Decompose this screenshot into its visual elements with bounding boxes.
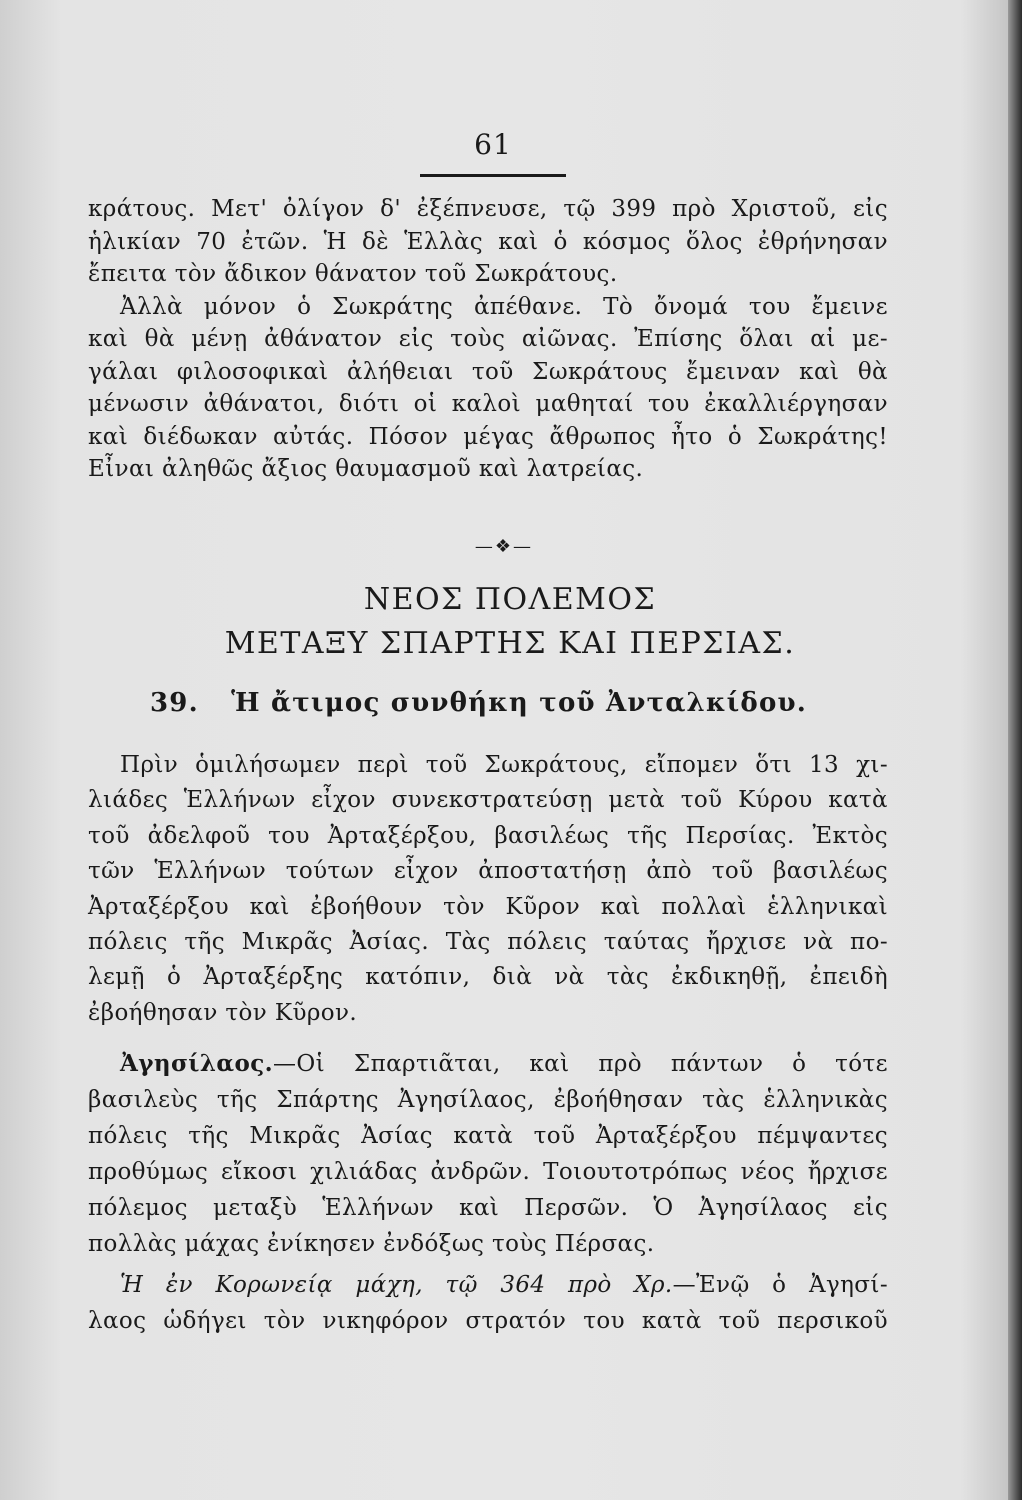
text-line: Εἶναι ἀληθῶς ἄξιος θαυμασμοῦ καὶ λατρείας.	[88, 456, 644, 482]
text-line: Πρὶν ὁμιλήσωμεν περὶ τοῦ Σωκράτους, εἴπομεν ὅτι 13 χι-	[120, 752, 888, 778]
text-line: ἐβοήθησαν τὸν Κῦρον.	[88, 999, 358, 1026]
text-line: κράτους. Μετ' ὀλίγον δ' ἐξέπνευσε, τῷ 399 πρὸ Χριστοῦ, εἰς	[88, 196, 888, 222]
section-number: 39.	[150, 688, 199, 718]
section-title-text: Ἡ ἄτιμος συνθήκη τοῦ Ἀνταλκίδου.	[231, 688, 808, 718]
text-line: γάλαι φιλοσοφικαὶ ἀλήθειαι τοῦ Σωκράτους ἔμειναν καὶ θὰ	[88, 358, 888, 385]
text-line: Ἀρταξέρξου καὶ ἐβοήθουν τὸν Κῦρον καὶ πολλαὶ ἑλληνικαὶ	[88, 893, 888, 920]
text-line: πόλεις τῆς Μικρᾶς Ἀσίας κατὰ τοῦ Ἀρταξέρξου πέμψαντες	[88, 1123, 888, 1149]
text-line: προθύμως εἴκοσι χιλιάδας ἀνδρῶν. Τοιουτοτρόπως νέος ἤρχισε	[88, 1159, 888, 1185]
text-line: βασιλεὺς τῆς Σπάρτης Ἀγησίλαος, ἐβοήθησαν τὰς ἑλληνικὰς	[88, 1087, 888, 1113]
text-line: λαος ὡδήγει τὸν νικηφόρον στρατόν του κατὰ τοῦ περσικοῦ	[88, 1308, 888, 1334]
agesilaos-paragraph	[88, 1046, 888, 1262]
text-line: μένωσιν ἀθάνατοι, διότι οἱ καλοὶ μαθηταί του ἐκαλλιέργησαν	[88, 391, 888, 417]
text-line: πόλεις τῆς Μικρᾶς Ἀσίας. Τὰς πόλεις ταύτας ἤρχισε νὰ πο-	[88, 928, 888, 955]
text-line	[88, 1046, 888, 1082]
text-line: πολλὰς μάχας ἐνίκησεν ἐνδόξως τοὺς Πέρσας.	[88, 1231, 655, 1257]
page-number: 61	[474, 128, 512, 161]
page-number-rule	[420, 174, 566, 177]
chapter-heading-line1: ΝΕΟΣ ΠΟΛΕΜΟΣ	[363, 582, 657, 617]
chapter-heading-line2: ΜΕΤΑΞΥ ΣΠΑΡΤΗΣ ΚΑΙ ΠΕΡΣΙΑΣ.	[224, 626, 796, 661]
text-line: ἡλικίαν 70 ἐτῶν. Ἡ δὲ Ἑλλὰς καὶ ὁ κόσμος ὅλος ἐθρήνησαν	[88, 228, 888, 255]
page-edge-shadow	[1008, 0, 1022, 1500]
text-line: πόλεμος μεταξὺ Ἑλλήνων καὶ Περσῶν. Ὁ Ἀγησίλαος εἰς	[88, 1195, 888, 1221]
paragraph-lead: Ἡ ἐν Κορωνείᾳ μάχη, τῷ 364 πρὸ Χρ.	[120, 1272, 673, 1298]
text-line: τοῦ ἀδελφοῦ του Ἀρταξέρξου, βασιλέως τῆς Περσίας. Ἐκτὸς	[88, 822, 888, 849]
text-line	[88, 1267, 888, 1303]
text-line: καὶ θὰ μένῃ ἀθάνατον εἰς τοὺς αἰῶνας. Ἐπίσης ὅλαι αἱ με-	[88, 326, 888, 352]
text-run: —Οἱ Σπαρτιᾶται, καὶ πρὸ πάντων ὁ τότε	[273, 1051, 888, 1077]
text-line: λεμῇ ὁ Ἀρταξέρξης κατόπιν, διὰ νὰ τὰς ἐκδικηθῇ, ἐπειδὴ	[88, 964, 888, 991]
text-line: λιάδες Ἑλλήνων εἶχον συνεκστρατεύσῃ μετὰ τοῦ Κύρου κατὰ	[88, 787, 888, 814]
section-paragraph	[88, 748, 888, 1031]
paragraph-lead: Ἀγησίλαος.	[120, 1050, 274, 1077]
text-line: καὶ διέδωκαν αὐτάς. Πόσον μέγας ἄθρωπος ἦτο ὁ Σωκράτης!	[88, 423, 888, 450]
section-ornament: —❖—	[474, 536, 534, 557]
opening-text	[88, 193, 888, 486]
text-run: —Ἐνῷ ὁ Ἀγησί-	[672, 1272, 888, 1298]
koroneia-paragraph	[88, 1267, 888, 1339]
section-title	[150, 688, 890, 718]
text-line: ἔπειτα τὸν ἄδικον θάνατον τοῦ Σωκράτους.	[88, 261, 618, 287]
text-line: τῶν Ἑλλήνων τούτων εἶχον ἀποστατήσῃ ἀπὸ τοῦ βασιλέως	[88, 858, 888, 885]
text-line: Ἀλλὰ μόνον ὁ Σωκράτης ἀπέθανε. Τὸ ὄνομά του ἔμεινε	[120, 293, 888, 320]
